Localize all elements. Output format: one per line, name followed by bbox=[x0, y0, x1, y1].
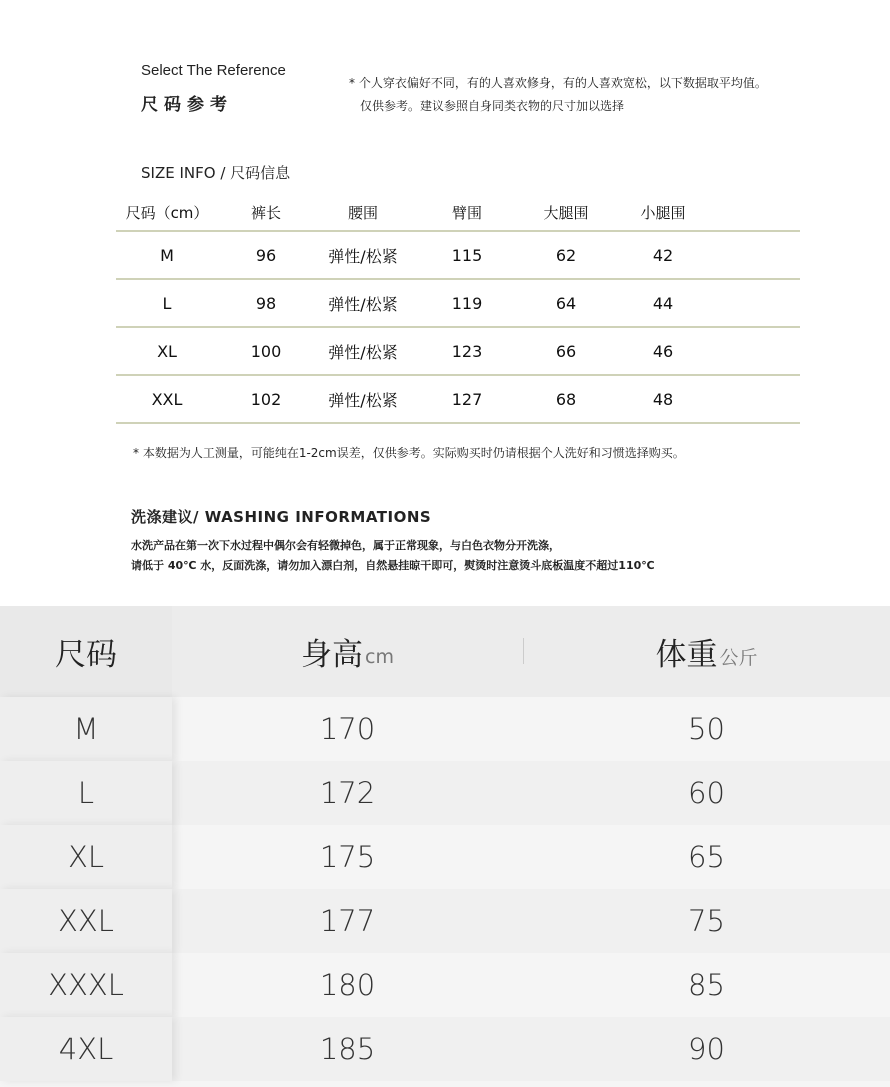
table-cell-height: 172 bbox=[319, 776, 376, 810]
table-cell: 100 bbox=[250, 341, 282, 361]
table-cell: 62 bbox=[555, 245, 577, 265]
table-row bbox=[116, 328, 800, 376]
table-cell: 64 bbox=[555, 293, 577, 313]
washing-title: 洗涤建议/ WASHING INFORMATIONS bbox=[131, 508, 432, 526]
table-cell-size: XXL bbox=[58, 904, 114, 938]
table-cell-size: M bbox=[73, 712, 99, 746]
table-row bbox=[0, 953, 890, 1017]
table-row bbox=[0, 761, 890, 825]
table-cell-weight: 90 bbox=[688, 1032, 725, 1066]
size-table-header-cell: 尺码（cm） bbox=[125, 204, 209, 222]
table-cell-weight: 60 bbox=[688, 776, 725, 810]
table-row bbox=[0, 825, 890, 889]
table-cell: 46 bbox=[652, 341, 674, 361]
table-cell: L bbox=[162, 293, 172, 313]
reference-title-cn: 尺码参考 bbox=[141, 95, 233, 115]
table-cell: 115 bbox=[451, 245, 483, 265]
table-cell: 102 bbox=[250, 389, 282, 409]
size-table-note: * 本数据为人工测量，可能纯在1-2cm误差，仅供参考。实际购买时仍请根据个人洗好和习惯选择购买。 bbox=[133, 446, 685, 460]
table-cell: 98 bbox=[255, 293, 277, 313]
table-cell: 119 bbox=[451, 293, 483, 313]
header-size bbox=[0, 606, 172, 697]
reference-note-line2: 仅供参考。建议参照自身同类衣物的尺寸加以选择 bbox=[360, 99, 625, 113]
table-cell: 弹性/松紧 bbox=[328, 342, 398, 362]
table-row bbox=[0, 889, 890, 953]
table-cell-size: L bbox=[77, 776, 95, 810]
table-cell-weight: 85 bbox=[688, 968, 725, 1002]
table-cell-height: 185 bbox=[319, 1032, 376, 1066]
table-cell: M bbox=[160, 245, 174, 265]
table-row bbox=[116, 376, 800, 424]
header-size-label: 尺码 bbox=[55, 637, 117, 673]
size-table-header-cell: 大腿围 bbox=[543, 204, 589, 222]
washing-text bbox=[131, 536, 655, 576]
table-row bbox=[116, 232, 800, 280]
header-weight-unit: 公斤 bbox=[719, 647, 758, 669]
table-cell: XXL bbox=[151, 389, 183, 409]
table-cell-weight: 50 bbox=[688, 712, 725, 746]
table-cell: 68 bbox=[555, 389, 577, 409]
table-cell: 42 bbox=[652, 245, 674, 265]
table-cell-size: XL bbox=[67, 840, 105, 874]
table-row bbox=[116, 280, 800, 328]
header-height-label: 身高 bbox=[301, 637, 364, 673]
size-table bbox=[116, 195, 800, 424]
table-cell: 弹性/松紧 bbox=[328, 246, 398, 266]
table-row bbox=[0, 697, 890, 761]
table-cell-height: 175 bbox=[319, 840, 376, 874]
table-cell: 96 bbox=[255, 245, 277, 265]
table-cell: XL bbox=[157, 341, 177, 361]
header-height bbox=[172, 606, 523, 697]
table-cell: 44 bbox=[652, 293, 674, 313]
size-table-header-cell: 臂围 bbox=[451, 204, 482, 222]
table-row bbox=[0, 1017, 890, 1081]
header-weight bbox=[523, 606, 890, 697]
body-size-table bbox=[0, 606, 890, 1087]
size-table-header-cell: 腰围 bbox=[347, 204, 378, 222]
header-weight-label: 体重 bbox=[655, 637, 718, 673]
table-cell: 弹性/松紧 bbox=[328, 390, 398, 410]
table-cell-size: XXXL bbox=[48, 968, 124, 1002]
size-table-header-cell: 裤长 bbox=[250, 204, 281, 222]
washing-line2: 请低于 40℃ 水，反面洗涤，请勿加入漂白剂，自然悬挂晾干即可，熨烫时注意烫斗底板温度不超过110℃ bbox=[131, 559, 655, 572]
size-info-title: SIZE INFO / 尺码信息 bbox=[141, 164, 291, 182]
reference-title-en: Select The Reference bbox=[141, 62, 286, 79]
table-cell-size: 4XL bbox=[58, 1032, 114, 1066]
reference-note bbox=[349, 72, 767, 118]
table-cell-height: 180 bbox=[319, 968, 376, 1002]
table-cell: 66 bbox=[555, 341, 577, 361]
table-cell: 48 bbox=[652, 389, 674, 409]
header-height-unit: cm bbox=[365, 645, 394, 668]
reference-note-line1: * 个人穿衣偏好不同，有的人喜欢修身，有的人喜欢宽松，以下数据取平均值。 bbox=[349, 76, 767, 90]
table-cell: 弹性/松紧 bbox=[328, 294, 398, 314]
table-cell-height: 170 bbox=[319, 712, 376, 746]
washing-line1: 水洗产品在第一次下水过程中偶尔会有轻微掉色，属于正常现象，与白色衣物分开洗涤， bbox=[131, 539, 560, 552]
table-cell-height: 177 bbox=[319, 904, 376, 938]
size-table-header bbox=[116, 195, 800, 232]
table-cell-weight: 65 bbox=[688, 840, 725, 874]
body-table-header bbox=[0, 606, 890, 697]
size-table-header-cell: 小腿围 bbox=[640, 204, 686, 222]
table-cell-weight: 75 bbox=[688, 904, 725, 938]
table-cell: 127 bbox=[451, 389, 483, 409]
table-cell: 123 bbox=[451, 341, 483, 361]
